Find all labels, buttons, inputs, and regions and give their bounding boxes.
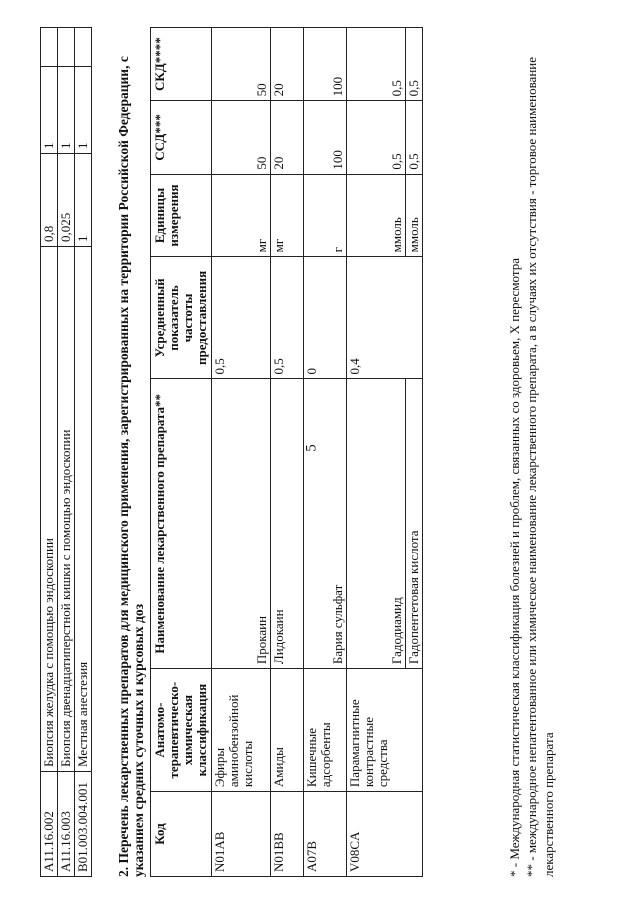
group-code: N01AB [212,792,271,877]
table-row [58,28,75,877]
service-name: Биопсия двенадцатиперстной кишки с помощью эндоскопии [58,247,75,772]
service-frequency: 1 [75,154,92,247]
service-name: Биопсия желудка с помощью эндоскопии [41,247,58,772]
group-frequency: 0 [304,257,347,379]
drug-ssd: 0,5 [406,101,423,174]
empty-cell [75,28,92,67]
header-unit: Единицы измерения [151,174,212,257]
drug-ssd: 20 [271,101,304,174]
service-multiplicity: 1 [75,67,92,154]
services-table [40,27,92,877]
header-frequency: Усредненный показатель частоты предоставления [151,257,212,379]
empty-cell [58,28,75,67]
group-frequency: 0,4 [347,257,423,379]
drug-name: Гадопентетовая кислота [406,379,423,669]
service-multiplicity: 1 [41,67,58,154]
drug-unit: г [304,174,347,257]
drug-unit: ммоль [406,174,423,257]
drug-unit: ммоль [347,174,406,257]
table-row [347,28,406,877]
drug-name: Лидокаин [271,379,304,669]
group-atc: Амиды [271,669,304,792]
service-code: A11.16.002 [41,772,58,877]
table-header-row [151,28,212,877]
group-code: A07B [304,792,347,877]
group-frequency: 0,5 [271,257,304,379]
drug-skd: 0,5 [406,28,423,101]
service-frequency: 0,8 [41,154,58,247]
group-atc: Парамагнитные контрастные средства [347,669,423,792]
drug-skd: 50 [212,28,271,101]
footnote-1: * - Международная статистическая классификация болезней и проблем, связанных со здоровьем, X пересмотра [507,258,522,877]
table-row [75,28,92,877]
group-frequency: 0,5 [212,257,271,379]
table-row [41,28,58,877]
group-atc: Кишечные адсорбенты [304,669,347,792]
section-heading: 2. Перечень лекарственных препаратов для медицинского применения, зарегистрированных на территории Российской Федерации, с указанием средних суточных и курсовых доз [116,56,146,877]
service-multiplicity: 1 [58,67,75,154]
header-code: Код [151,792,212,877]
service-name: Местная анестезия [75,247,92,772]
service-code: B01.003.004.001 [75,772,92,877]
drug-unit: мг [212,174,271,257]
table-row [212,28,271,877]
drug-unit: мг [271,174,304,257]
drug-skd: 0,5 [347,28,406,101]
group-code: V08CA [347,792,423,877]
rotated-document-content [40,27,600,877]
group-code: N01BB [271,792,304,877]
group-atc: Эфиры аминобензойной кислоты [212,669,271,792]
drug-ssd: 0,5 [347,101,406,174]
drug-skd: 20 [271,28,304,101]
empty-cell [41,28,58,67]
table-row [304,28,347,877]
table-row [271,28,304,877]
drug-ssd: 50 [212,101,271,174]
header-ssd: ССД*** [151,101,212,174]
header-atc: Анатомо-терапевтическо-химическая классификация [151,669,212,792]
drug-ssd: 100 [304,101,347,174]
drug-name: Бария сульфат [304,379,347,669]
footnote-2: ** - международное непатентованное или химическое наименование лекарственного препарата, а в случаях их отсутствия - торговое наименование лекарственного препарата [524,56,556,877]
drug-name: Прокаин [212,379,271,669]
drug-skd: 100 [304,28,347,101]
header-skd: СКД**** [151,28,212,101]
page-number: 5 [303,444,320,452]
service-frequency: 0,025 [58,154,75,247]
header-drug-name: Наименование лекарственного препарата** [151,379,212,669]
drugs-table [150,27,423,877]
drug-name: Гадодиамид [347,379,406,669]
footnotes [506,27,557,877]
service-code: A11.16.003 [58,772,75,877]
